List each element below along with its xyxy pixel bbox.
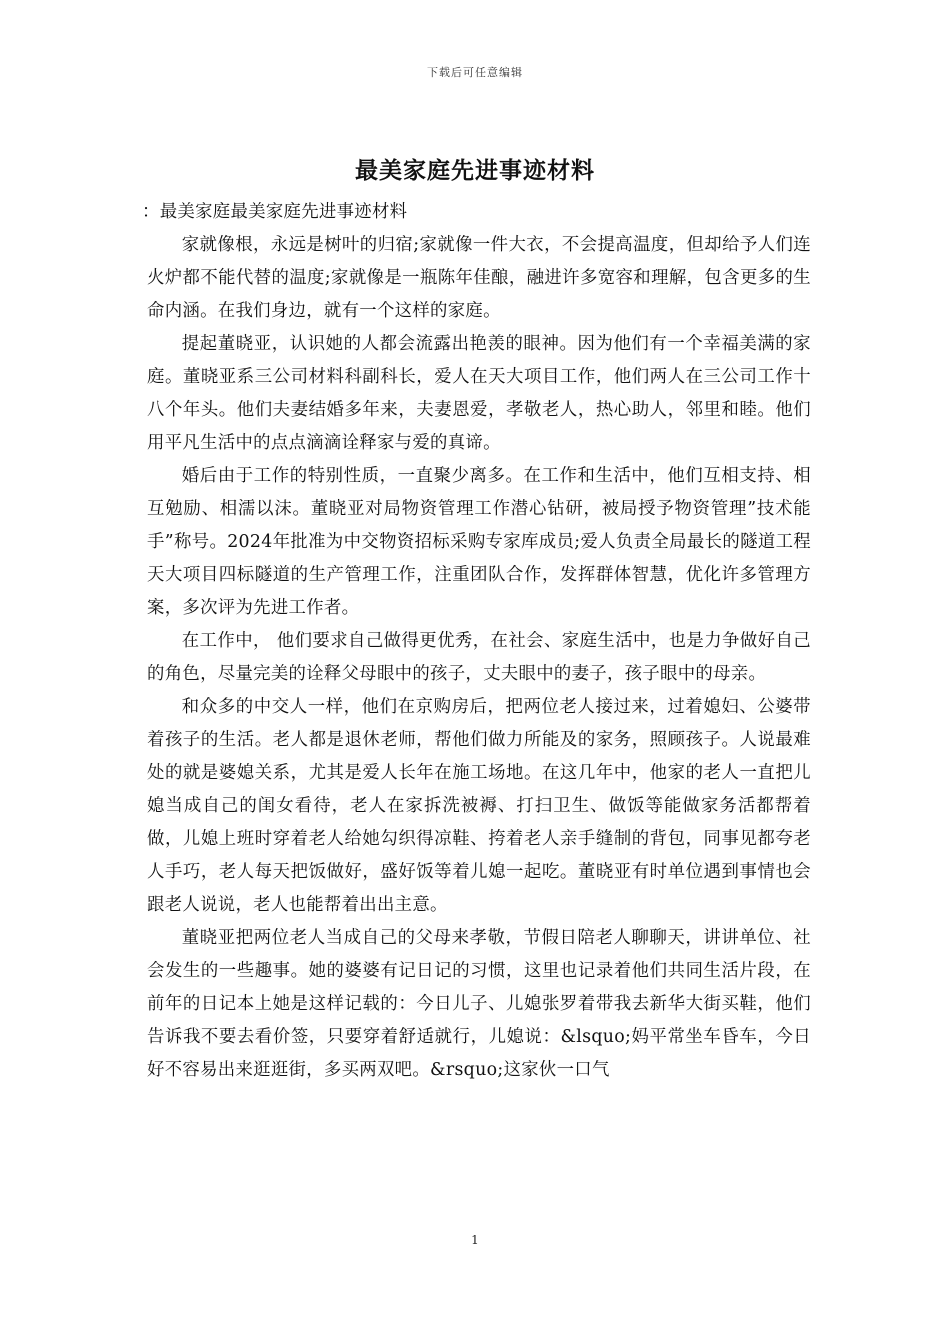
paragraph-5: 和众多的中交人一样，他们在京购房后，把两位老人接过来，过着媳妇、公婆带着孩子的生活。老人都是退休老师，帮他们做力所能及的家务，照顾孩子。人说最难处的就是婆媳关系，尤其是爱人长年在施工场地。在这几年中，他家的老人一直把儿媳当成自己的闺女看待，老人在家拆洗被褥、打扫卫生、做饭等能做家务活都帮着做，儿媳上班时穿着老人给她勾织得凉鞋、挎着老人亲手缝制的背包，同事见都夸老人手巧，老人每天把饭做好，盛好饭等着儿媳一起吃。董晓亚有时单位遇到事情也会跟老人说说，老人也能帮着出出主意。 — [147, 697, 811, 915]
paragraph-1: 家就像根，永远是树叶的归宿;家就像一件大衣，不会提高温度，但却给予人们连火炉都不能代替的温度;家就像是一瓶陈年佳酿，融进许多宽容和理解，包含更多的生命内涵。在我们身边，就有一个这样的家庭。 — [147, 235, 811, 321]
paragraph-4: 在工作中， 他们要求自己做得更优秀，在社会、家庭生活中，也是力争做好自己的角色，尽量完美的诠释父母眼中的孩子，丈夫眼中的妻子，孩子眼中的母亲。 — [147, 631, 811, 684]
paragraph-2: 提起董晓亚，认识她的人都会流露出艳羡的眼神。因为他们有一个幸福美满的家庭。董晓亚系三公司材料科副科长，爱人在天大项目工作，他们两人在三公司工作十八个年头。他们夫妻结婚多年来，夫妻恩爱，孝敬老人，热心助人，邻里和睦。他们用平凡生活中的点点滴滴诠释家与爱的真谛。 — [147, 334, 811, 453]
paragraph-6: 董晓亚把两位老人当成自己的父母来孝敬，节假日陪老人聊聊天，讲讲单位、社会发生的一些趣事。她的婆婆有记日记的习惯，这里也记录着他们共同生活片段，在前年的日记本上她是这样记载的：今日儿子、儿媳张罗着带我去新华大街买鞋，他们告诉我不要去看价签，只要穿着舒适就行，儿媳说：&lsquo;妈平常坐车昏车，今日好不容易出来逛逛街，多买两双吧。&rsquo;这家伙一口气 — [147, 928, 811, 1080]
document-title: 最美家庭先进事迹材料 — [355, 157, 595, 184]
page-header: 下载后可任意编辑 — [427, 66, 523, 79]
paragraph-3: 婚后由于工作的特别性质，一直聚少离多。在工作和生活中，他们互相支持、相互勉励、相濡以沫。董晓亚对局物资管理工作潜心钻研，被局授予物资管理”技术能手”称号。2024年批准为中交物资招标采购专家库成员;爱人负责全局最长的隧道工程天大项目四标隧道的生产管理工作，注重团队合作，发挥群体智慧，优化许多管理方案，多次评为先进工作者。 — [147, 466, 811, 618]
document-body — [142, 196, 811, 1087]
document-subtitle: ：最美家庭最美家庭先进事迹材料 — [142, 202, 408, 222]
page-number: 1 — [471, 1233, 479, 1247]
